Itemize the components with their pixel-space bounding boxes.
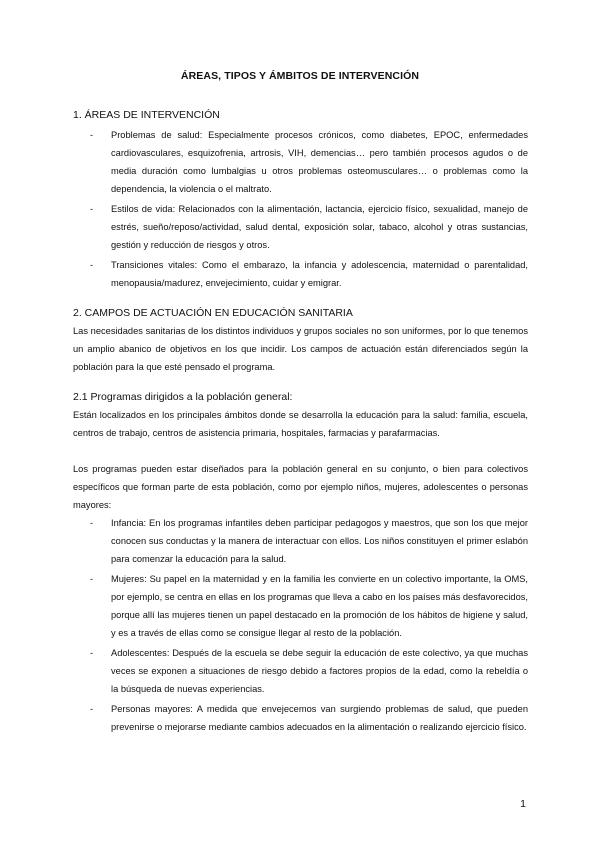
list-item: - Mujeres: Su papel en la maternidad y en la familia les convierte en un colectivo importante, la OMS, por ejemplo, se centra en ellas en los programas que lleva a cabo en los países más desfavorecidos, porque allí las mujeres tienen un papel destacado en la promoción de los hábitos de higiene y salud, y es a través de ellas como se consigue llegar al resto de la población.: [73, 570, 528, 642]
list-item: - Adolescentes: Después de la escuela se debe seguir la educación de este colectivo, ya que muchas veces se exponen a situaciones de riesgo debido a factores propios de la edad, como la rebeldía o la búsqueda de nuevas experiencias.: [73, 644, 528, 698]
page-number: 1: [520, 798, 526, 810]
dash-bullet: -: [90, 204, 94, 214]
dash-bullet: -: [90, 648, 94, 658]
dash-bullet: -: [90, 260, 94, 270]
list-item: - Transiciones vitales: Como el embarazo, la infancia y adolescencia, maternidad o parentalidad, menopausia/madurez, envejecimiento, cuidar y emigrar.: [73, 256, 528, 292]
page-title: ÁREAS, TIPOS Y ÁMBITOS DE INTERVENCIÓN: [180, 70, 420, 82]
section-heading-programas: 2.1 Programas dirigidos a la población general:: [73, 391, 293, 403]
list-item: - Problemas de salud: Especialmente procesos crónicos, como diabetes, EPOC, enfermedades cardiovasculares, esquizofrenia, artrosis, VIH, demencias… pero también procesos agudos o de media duración como lumbalgias u otros problemas osteomusculares… o problemas como la dependencia, la violencia o el maltrato.: [73, 126, 528, 198]
list-item: - Estilos de vida: Relacionados con la alimentación, lactancia, ejercicio físico, sexualidad, manejo de estrés, sueño/reposo/actividad, salud dental, exposición solar, tabaco, alcohol y otras sustancias, gestión y reducción de riesgos y otros.: [73, 200, 528, 254]
colectivos-list: [73, 514, 528, 736]
dash-bullet: -: [90, 518, 94, 528]
dash-bullet: -: [90, 574, 94, 584]
dash-bullet: -: [90, 130, 94, 140]
areas-list: [73, 126, 528, 292]
list-item: - Infancia: En los programas infantiles deben participar pedagogos y maestros, que son los que mejor conocen sus conductas y la manera de interactuar con ellos. Los niños constituyen el primer eslabón para comenzar la educación para la salud.: [73, 514, 528, 568]
list-item: - Personas mayores: A medida que envejecemos van surgiendo problemas de salud, que pueden prevenirse o mejorarse mediante cambios adecuados en la alimentación o realizando ejercicio físico.: [73, 700, 528, 736]
section-heading-campos: 2. CAMPOS DE ACTUACIÓN EN EDUCACIÓN SANITARIA: [73, 307, 353, 319]
document-body: [73, 108, 528, 736]
campos-paragraph: Las necesidades sanitarias de los distintos individuos y grupos sociales no son uniformes, por lo que tenemos un amplio abanico de objetivos en los que incidir. Los campos de actuación están diferenciados según la población para la que esté pensado el programa.: [73, 326, 528, 372]
section-heading-areas: 1. ÁREAS DE INTERVENCIÓN: [73, 109, 220, 121]
dash-bullet: -: [90, 704, 94, 714]
programas-paragraph-2: Los programas pueden estar diseñados para la población general en su conjunto, o bien para colectivos específicos que forman parte de esta población, como por ejemplo niños, mujeres, adolescentes o personas mayores:: [73, 464, 528, 510]
programas-paragraph-1: Están localizados en los principales ámbitos donde se desarrolla la educación para la salud: familia, escuela, centros de trabajo, centros de asistencia primaria, hospitales, farmacias y parafarmacias.: [73, 410, 528, 438]
